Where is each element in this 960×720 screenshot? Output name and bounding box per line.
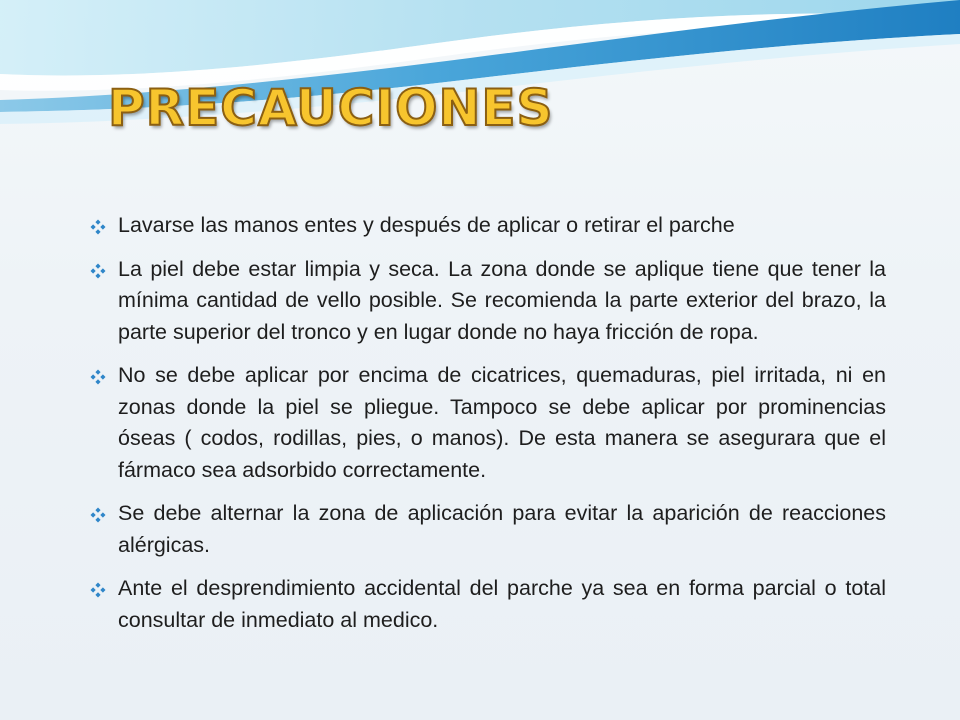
bullet-text: Ante el desprendimiento accidental del parche ya sea en forma parcial o total consultar de inmediato al medico. <box>118 576 886 632</box>
bullet-text: La piel debe estar limpia y seca. La zona donde se aplique tiene que tener la mínima cantidad de vello posible. Se recomienda la parte exterior del brazo, la parte superior del tronco y en lugar donde no haya fricción de ropa. <box>118 256 886 344</box>
precautions-list <box>90 210 886 648</box>
four-diamond-icon <box>90 582 106 598</box>
list-item <box>90 498 886 561</box>
list-item <box>90 360 886 486</box>
four-diamond-icon <box>90 219 106 235</box>
bullet-text: No se debe aplicar por encima de cicatrices, quemaduras, piel irritada, ni en zonas donde la piel se pliegue. Tampoco se debe aplicar por prominencias óseas ( codos, rodillas, pies, o manos). De esta manera se asegurara que el fármaco sea adsorbido correctamente. <box>118 363 886 482</box>
list-item <box>90 254 886 349</box>
list-item <box>90 210 886 242</box>
four-diamond-icon <box>90 369 106 385</box>
bullet-text: Lavarse las manos entes y después de aplicar o retirar el parche <box>118 213 735 237</box>
bullet-text: Se debe alternar la zona de aplicación para evitar la aparición de reacciones alérgicas. <box>118 501 886 557</box>
four-diamond-icon <box>90 507 106 523</box>
slide-title: PRECAUCIONES <box>108 79 554 137</box>
list-item <box>90 573 886 636</box>
four-diamond-icon <box>90 263 106 279</box>
